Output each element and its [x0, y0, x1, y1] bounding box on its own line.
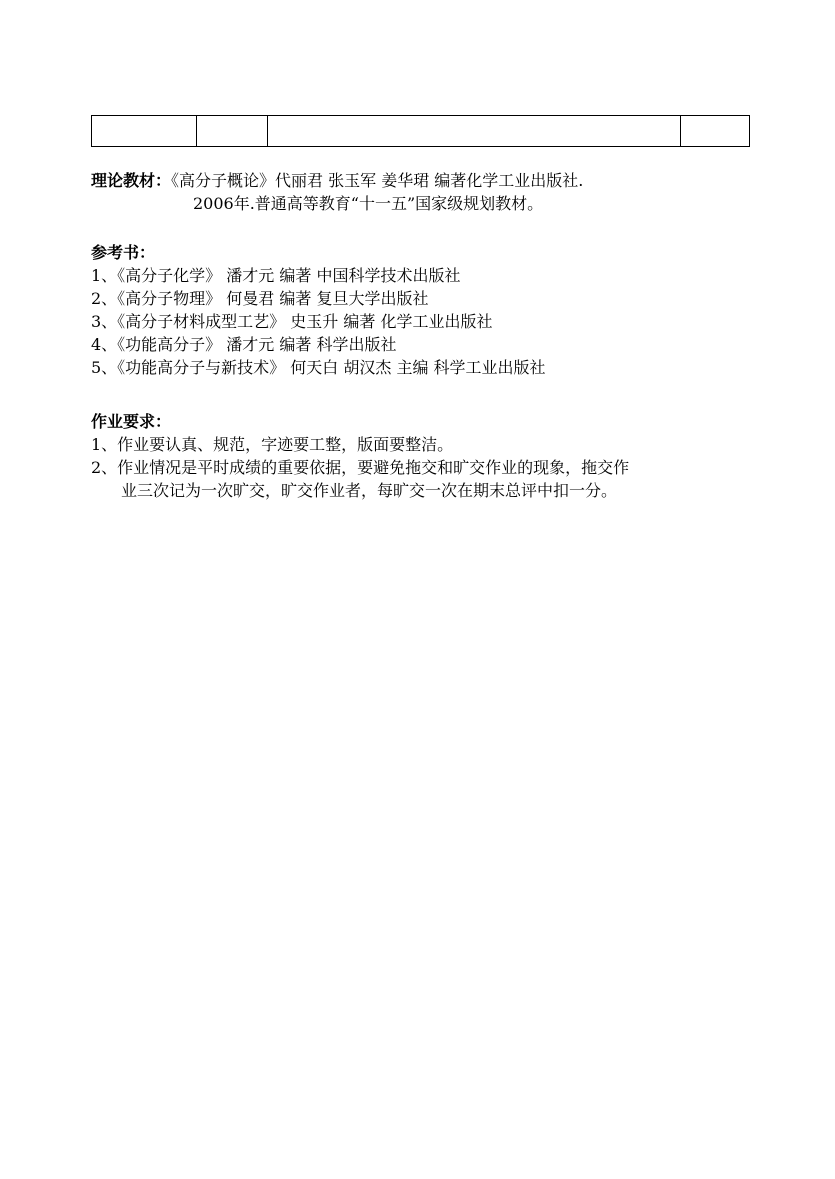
- references-section: [91, 241, 546, 379]
- textbook-line-1: 《高分子概论》代丽君 张玉军 姜华珺 编著化学工业出版社.: [171, 171, 584, 190]
- list-item: 4、《功能高分子》 潘才元 编著 科学出版社: [91, 335, 397, 354]
- list-item: 3、《高分子材料成型工艺》 史玉升 编著 化学工业出版社: [91, 312, 493, 331]
- list-item: 2、《高分子物理》 何曼君 编著 复旦大学出版社: [91, 289, 429, 308]
- table-cell: [268, 116, 681, 147]
- table-row: [92, 116, 750, 147]
- list-item-continuation: 业三次记为一次旷交，旷交作业者，每旷交一次在期末总评中扣一分。: [121, 481, 618, 500]
- textbook-line-2: 2006年.普通高等教育“十一五”国家级规划教材。: [193, 194, 544, 213]
- homework-heading: 作业要求：: [91, 412, 172, 431]
- textbook-label: 理论教材：: [91, 171, 172, 190]
- list-item: 2、作业情况是平时成绩的重要依据，要避免拖交和旷交作业的现象，拖交作: [91, 458, 630, 477]
- homework-section: [91, 410, 629, 502]
- list-item: 5、《功能高分子与新技术》 何天白 胡汉杰 主编 科学工业出版社: [91, 358, 546, 377]
- list-item: 1、作业要认真、规范，字迹要工整，版面要整洁。: [91, 435, 454, 454]
- references-heading: 参考书：: [91, 243, 156, 262]
- table-cell: [681, 116, 750, 147]
- table-cell: [92, 116, 197, 147]
- header-table: [91, 115, 750, 147]
- table-cell: [197, 116, 268, 147]
- list-item: 1、《高分子化学》 潘才元 编著 中国科学技术出版社: [91, 266, 461, 285]
- textbook-section: [91, 169, 583, 215]
